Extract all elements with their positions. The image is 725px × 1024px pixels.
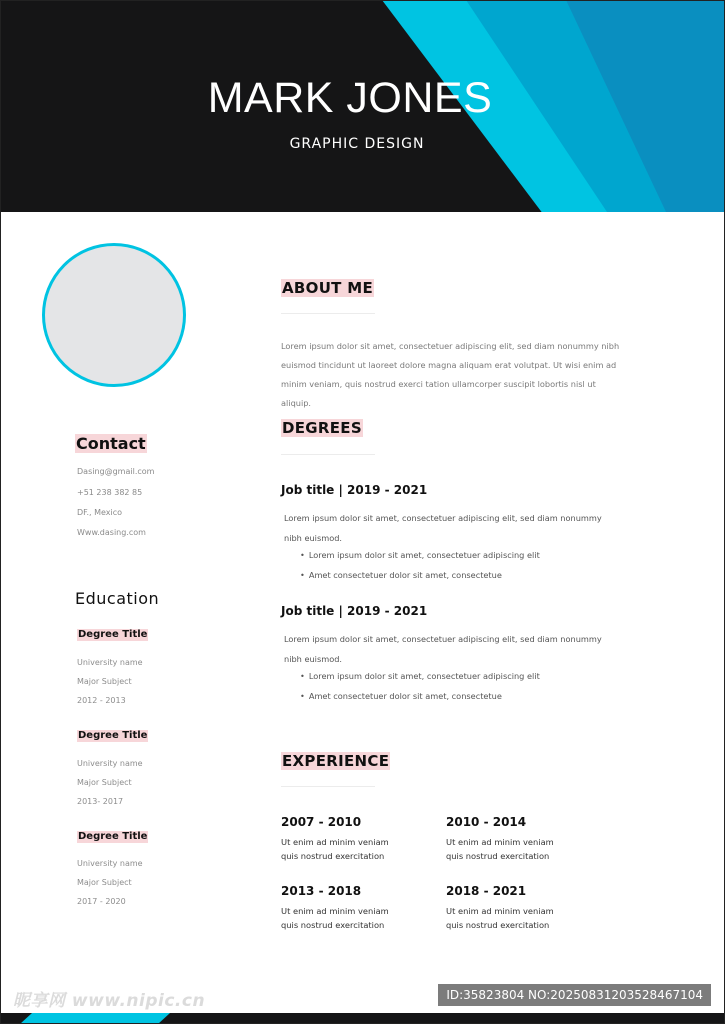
experience-years: 2007 - 2010 <box>281 815 362 829</box>
contact-email: Dasing@gmail.com <box>77 467 155 476</box>
experience-years: 2013 - 2018 <box>281 884 362 898</box>
education-degree-title <box>77 831 148 843</box>
degree-job-title: Job title | 2019 - 2021 <box>281 483 428 497</box>
image-id-badge: ID:35823804 NO:20250831203528467104 <box>438 984 711 1006</box>
site-watermark: 昵享网 www.nipic.cn <box>13 991 206 1011</box>
degrees-heading <box>281 419 363 437</box>
experience-desc: Ut enim ad minim veniam quis nostrud exercitation <box>281 837 389 861</box>
education-major: Major Subject <box>77 677 132 686</box>
divider <box>281 786 375 787</box>
education-university: University name <box>77 859 143 868</box>
degree-job-desc: Lorem ipsum dolor sit amet, consectetuer adipiscing elit, sed diam nonummy nibh euismod. <box>284 513 602 543</box>
experience-heading-text: EXPERIENCE <box>282 752 390 770</box>
degrees-heading-text: DEGREES <box>282 419 362 437</box>
education-university: University name <box>77 658 143 667</box>
experience-heading <box>281 752 390 770</box>
person-name: MARK JONES <box>207 74 493 122</box>
education-degree-title-text: Degree Title <box>78 831 148 842</box>
contact-website: Www.dasing.com <box>77 528 146 537</box>
contact-heading-text: Contact <box>76 434 146 453</box>
experience-years: 2018 - 2021 <box>446 884 527 898</box>
education-major: Major Subject <box>77 878 132 887</box>
list-item: • Lorem ipsum dolor sit amet, consectetuer adipiscing elit <box>300 545 540 565</box>
contact-address: DF., Mexico <box>77 508 123 517</box>
experience-desc: Ut enim ad minim veniam quis nostrud exercitation <box>446 906 554 930</box>
education-years: 2013- 2017 <box>77 797 124 806</box>
avatar-photo-placeholder <box>42 243 186 387</box>
education-degree-title-text: Degree Title <box>78 730 148 741</box>
education-university: University name <box>77 759 143 768</box>
divider <box>281 454 375 455</box>
education-degree-title-text: Degree Title <box>78 629 148 640</box>
person-role: GRAPHIC DESIGN <box>289 136 425 152</box>
experience-desc: Ut enim ad minim veniam quis nostrud exercitation <box>281 906 389 930</box>
education-degree-title <box>77 730 148 742</box>
education-major: Major Subject <box>77 778 132 787</box>
about-heading-text: ABOUT ME <box>282 279 374 297</box>
contact-phone: +51 238 382 85 <box>77 488 143 497</box>
footer-stripe <box>20 1013 170 1024</box>
education-years: 2017 - 2020 <box>77 897 126 906</box>
list-item: • Amet consectetuer dolor sit amet, consectetue <box>300 686 540 706</box>
footer-bar <box>0 1013 725 1024</box>
education-years: 2012 - 2013 <box>77 696 126 705</box>
experience-years: 2010 - 2014 <box>446 815 527 829</box>
education-heading: Education <box>75 589 160 608</box>
education-degree-title <box>77 629 148 641</box>
contact-heading <box>75 434 147 453</box>
degree-bullet-list <box>300 545 540 585</box>
degree-job-title: Job title | 2019 - 2021 <box>281 604 428 618</box>
list-item: • Lorem ipsum dolor sit amet, consectetuer adipiscing elit <box>300 666 540 686</box>
about-text: Lorem ipsum dolor sit amet, consectetuer adipiscing elit, sed diam nonummy nibh euismod tincidunt ut laoreet dolore magna aliquam erat volutpat. Ut wisi enim ad minim veniam, quis nostrud exerci tation ullamcorper suscipit lobortis nisl ut aliquip. <box>281 341 620 408</box>
degree-bullet-list <box>300 666 540 706</box>
degree-job-desc: Lorem ipsum dolor sit amet, consectetuer adipiscing elit, sed diam nonummy nibh euismod. <box>284 634 602 664</box>
list-item: • Amet consectetuer dolor sit amet, consectetue <box>300 565 540 585</box>
about-heading <box>281 279 374 297</box>
header-banner <box>0 0 725 212</box>
experience-desc: Ut enim ad minim veniam quis nostrud exercitation <box>446 837 554 861</box>
divider <box>281 313 375 314</box>
